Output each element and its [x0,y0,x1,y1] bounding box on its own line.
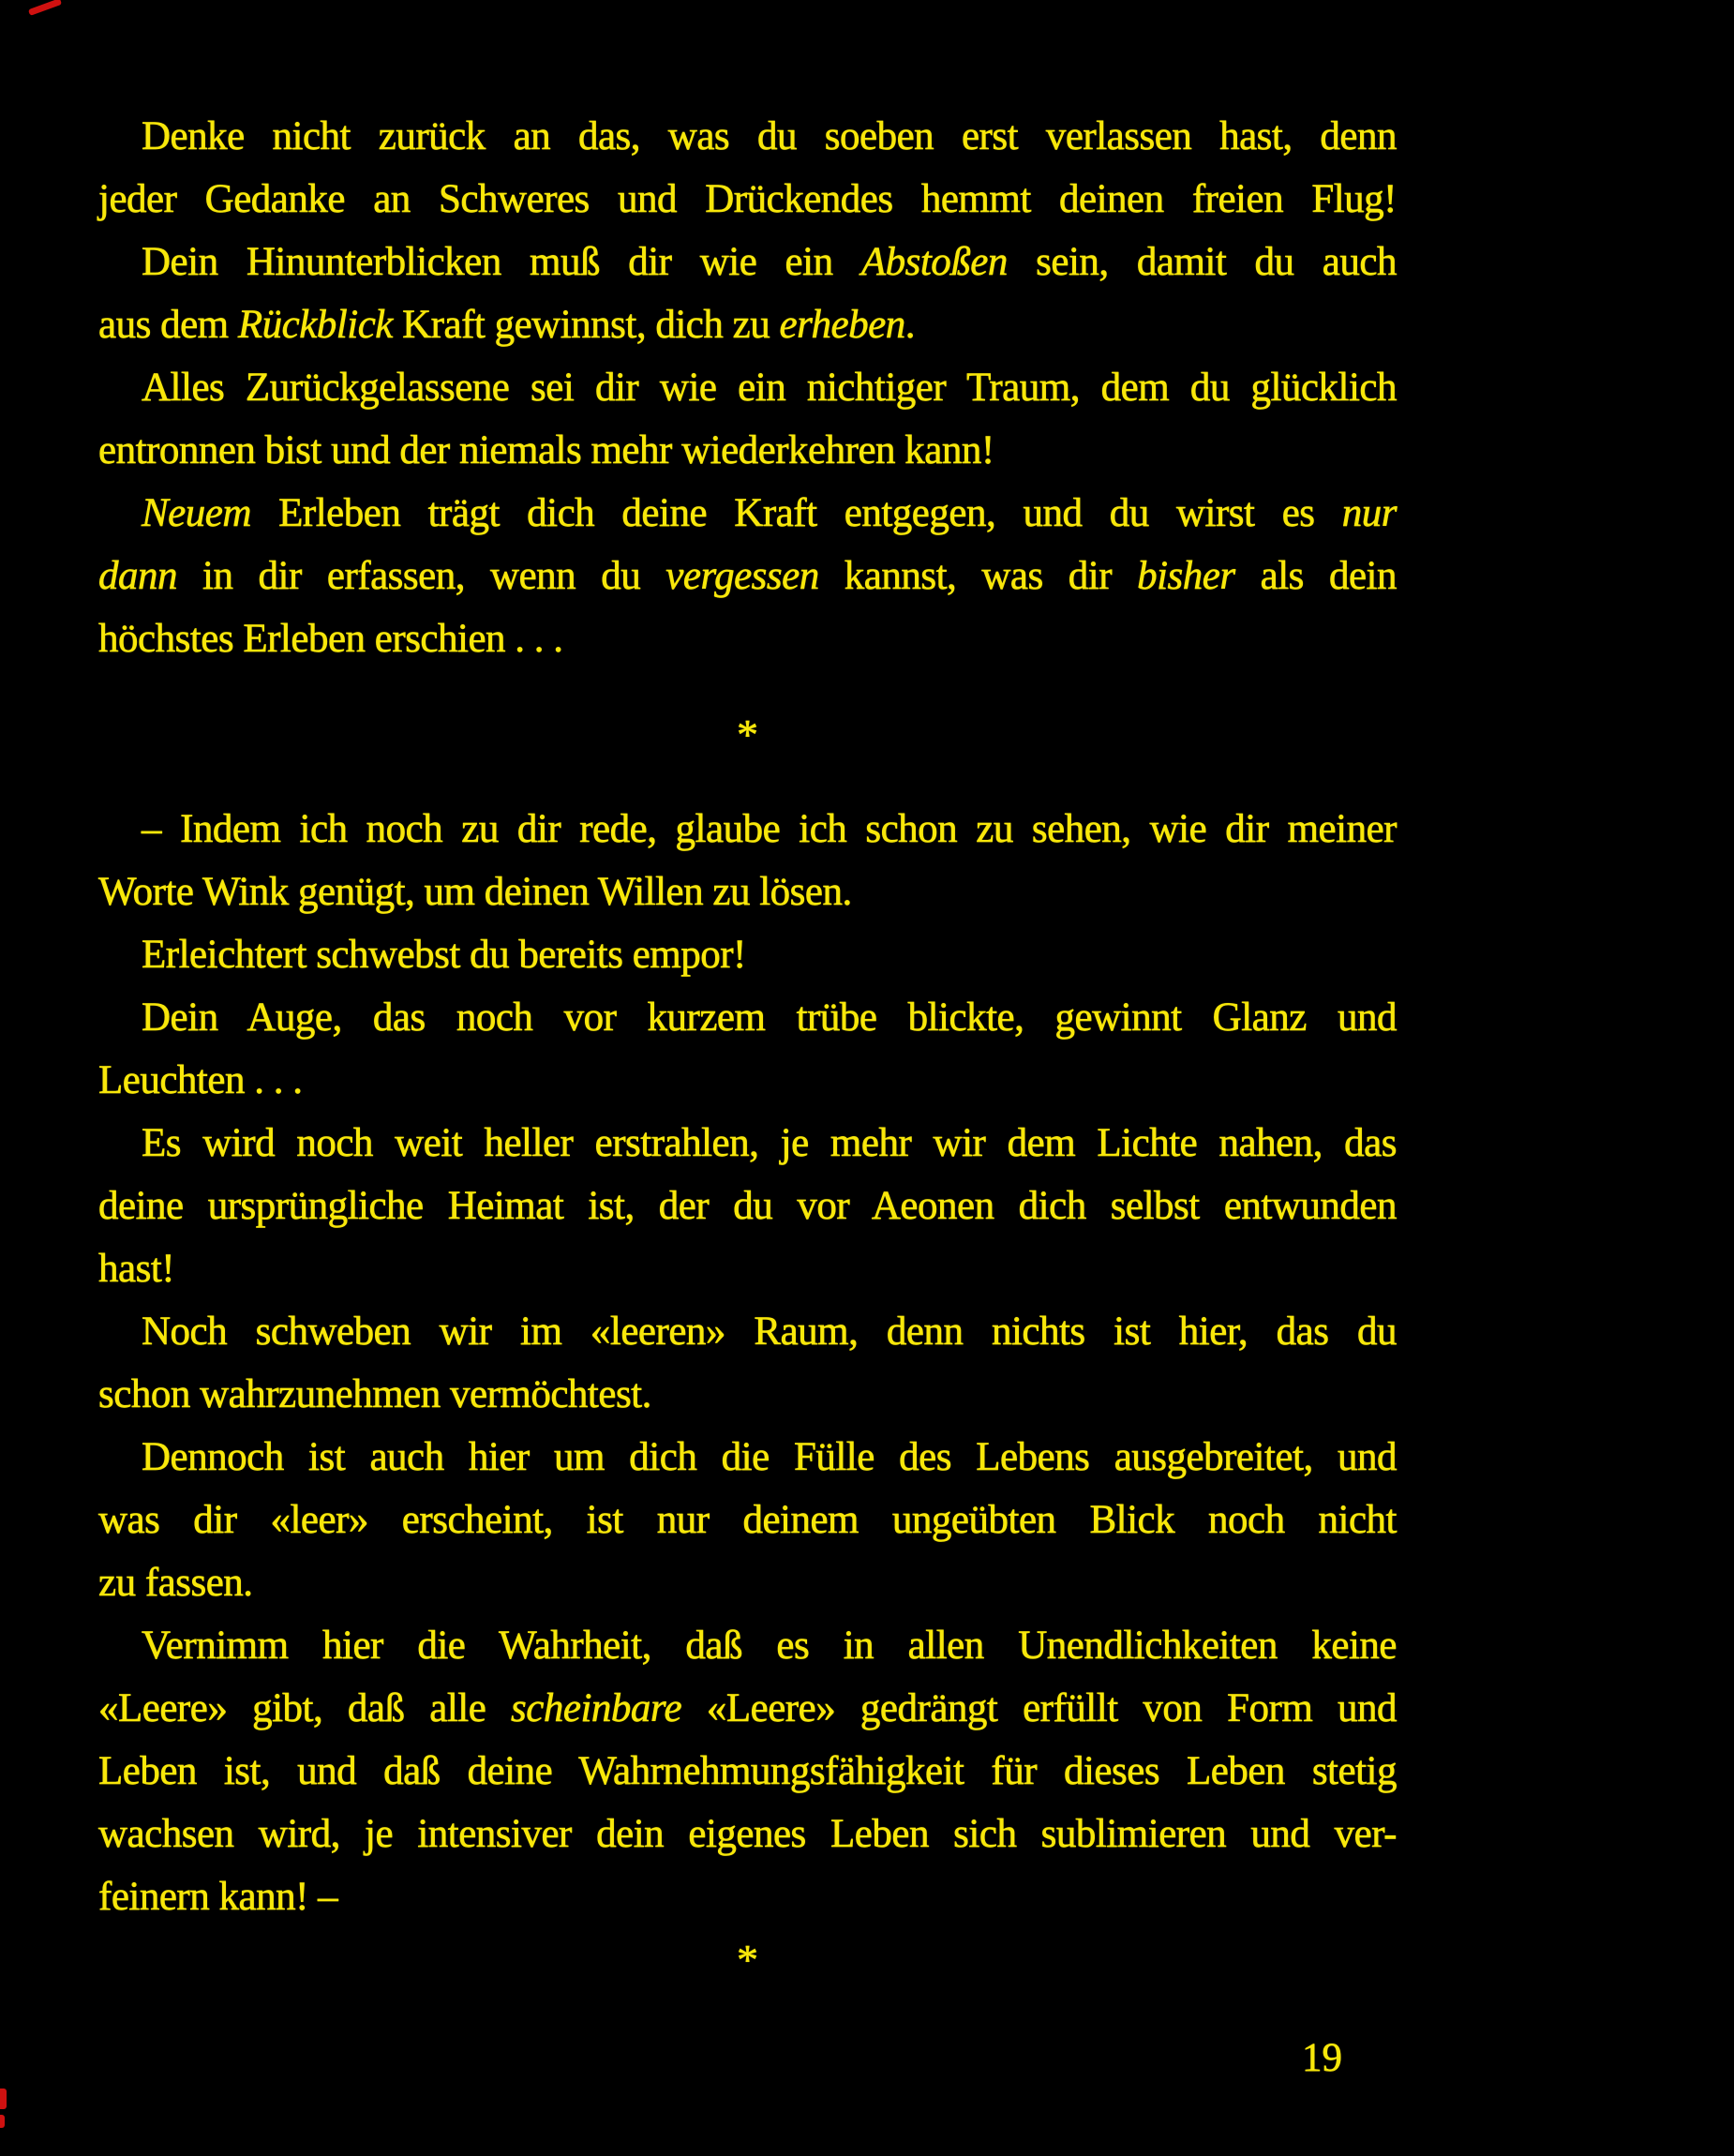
regular-text: jeder Gedanke an Schweres und Drückendes hemmt deinen freien Flug! [98,177,1397,221]
text-line [98,1363,1397,1426]
italic-text: erheben [779,303,905,347]
regular-text: Leben ist, und daß deine Wahrnehmungsfähigkeit für dieses Leben stetig [98,1749,1397,1793]
regular-text: Erleichtert schwebst du bereits empor! [142,933,746,977]
text-block [98,105,1397,2089]
italic-text: dann [98,554,177,598]
regular-text: schon wahrzunehmen vermöchtest. [98,1372,651,1416]
regular-text: Denke nicht zurück an das, was du soeben erst verlassen hast, denn [142,114,1397,158]
regular-text: Alles Zurückgelassene sei dir wie ein nichtiger Traum, dem du glücklich [142,366,1397,410]
regular-text: Leuchten . . . [98,1058,303,1102]
text-line [98,482,1397,545]
regular-text: in dir erfassen, wenn du [177,554,666,598]
asterisk-glyph: * [737,1936,758,1984]
paragraph [98,1426,1397,1614]
red-ink-mark-bottom-1 [0,2089,7,2109]
text-line [98,1489,1397,1551]
red-ink-mark-top [28,0,62,16]
text-line [98,231,1397,293]
text-line [98,356,1397,419]
text-line [98,1614,1397,1677]
red-ink-mark-bottom-2 [0,2115,5,2128]
italic-text: Rückblick [237,303,393,347]
text-line [98,1426,1397,1489]
regular-text: – Indem ich noch zu dir rede, glaube ich schon zu sehen, wie dir meiner [142,807,1397,851]
regular-text: Dennoch ist auch hier um dich die Fülle des Lebens ausgebreitet, und [142,1435,1397,1479]
paragraph [98,105,1397,231]
text-line [98,1677,1397,1740]
regular-text: wachsen wird, je intensiver dein eigenes Leben sich sublimieren und ver- [98,1812,1397,1856]
regular-text: sein, damit du auch [1007,240,1397,284]
regular-text: «Leere» gedrängt erfüllt von Form und [681,1686,1397,1730]
text-line [98,986,1397,1049]
regular-text: aus dem [98,303,238,347]
regular-text: Kraft gewinnst, dich zu [392,303,780,347]
text-line [98,798,1397,861]
paragraph [98,1300,1397,1426]
regular-text: «Leere» gibt, daß alle [98,1686,512,1730]
regular-text: Erleben trägt dich deine Kraft entgegen, und du wirst es [250,491,1342,535]
paragraph [98,231,1397,356]
regular-text: entronnen bist und der niemals mehr wiederkehren kann! [98,428,994,472]
text-line [98,607,1397,670]
italic-text: Abstoßen [860,240,1008,284]
asterisk-glyph: * [737,710,758,758]
text-line [98,1551,1397,1614]
regular-text: Dein Auge, das noch vor kurzem trübe blickte, gewinnt Glanz und [142,996,1397,1040]
italic-text: nur [1341,491,1397,535]
text-line [98,1237,1397,1300]
text-line [98,1300,1397,1363]
regular-text: zu fassen. [98,1561,253,1605]
regular-text: Vernimm hier die Wahrheit, daß es in allen Unendlichkeiten keine [142,1624,1397,1668]
text-line [98,1865,1397,1928]
text-line [98,545,1397,607]
text-line [98,168,1397,231]
regular-text: kannst, was dir [818,554,1138,598]
text-line [98,1049,1397,1112]
paragraph [98,1614,1397,1928]
regular-text: was dir «leer» erscheint, ist nur deinem ungeübten Blick noch nicht [98,1498,1397,1542]
paragraph [98,798,1397,923]
regular-text: feinern kann! – [98,1875,338,1919]
paragraph [98,1112,1397,1300]
regular-text: Noch schweben wir im «leeren» Raum, denn nichts ist hier, das du [142,1310,1397,1354]
page-number-row [98,2027,1397,2089]
italic-text: vergessen [665,554,819,598]
text-line [98,1112,1397,1175]
regular-text: höchstes Erleben erschien . . . [98,617,563,661]
italic-text: scheinbare [511,1686,682,1730]
regular-text: hast! [98,1247,175,1291]
regular-text: als dein [1234,554,1397,598]
text-line [98,861,1397,923]
text-line [98,1803,1397,1865]
text-line [98,419,1397,482]
text-line [98,1740,1397,1803]
text-line [98,923,1397,986]
regular-text: deine ursprüngliche Heimat ist, der du vor Aeonen dich selbst entwunden [98,1184,1397,1228]
regular-text: Es wird noch weit heller erstrahlen, je mehr wir dem Lichte nahen, das [142,1121,1397,1165]
text-line [98,293,1397,356]
section-separator-asterisk [98,670,1397,798]
text-line [98,1175,1397,1237]
page-number: 19 [1302,2036,1342,2080]
regular-text: Worte Wink genügt, um deinen Willen zu lösen. [98,870,852,914]
italic-text: Neuem [142,491,251,535]
section-separator-asterisk [98,1928,1397,1991]
text-line [98,105,1397,168]
paragraph [98,482,1397,670]
regular-text: . [904,303,915,347]
regular-text: Dein Hinunterblicken muß dir wie ein [142,240,861,284]
paragraph [98,986,1397,1112]
italic-text: bisher [1137,554,1235,598]
paragraph [98,356,1397,482]
paragraph [98,923,1397,986]
